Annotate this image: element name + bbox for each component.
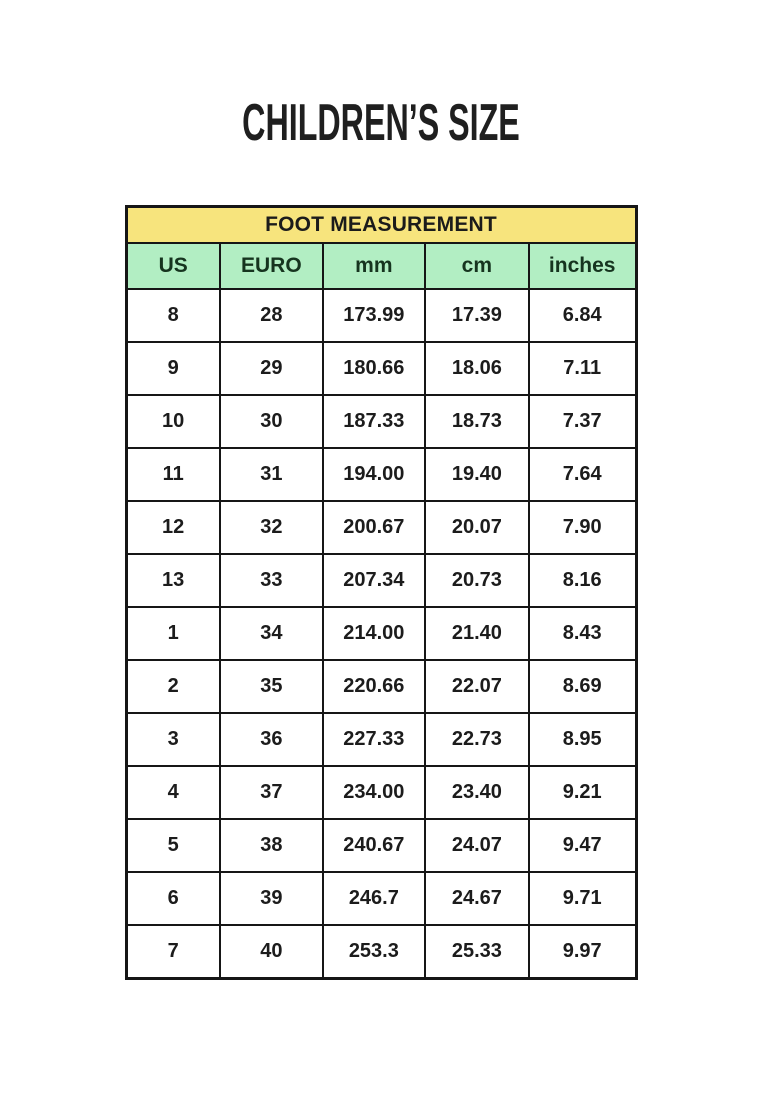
table-cell: 9.97 [529, 925, 636, 979]
table-cell: 9 [126, 342, 220, 395]
table-cell: 36 [220, 713, 323, 766]
table-cell: 28 [220, 289, 323, 342]
table-cell: 10 [126, 395, 220, 448]
table-cell: 6 [126, 872, 220, 925]
table-cell: 5 [126, 819, 220, 872]
table-cell: 32 [220, 501, 323, 554]
table-row [126, 819, 636, 872]
table-cell: 9.47 [529, 819, 636, 872]
table-cell: 8.16 [529, 554, 636, 607]
table-cell: 8 [126, 289, 220, 342]
table-cell: 8.43 [529, 607, 636, 660]
table-row [126, 554, 636, 607]
table-cell: 7.90 [529, 501, 636, 554]
table-cell: 30 [220, 395, 323, 448]
table-cell: 8.95 [529, 713, 636, 766]
column-header-mm: mm [323, 243, 425, 289]
table-cell: 12 [126, 501, 220, 554]
table-cell: 24.07 [425, 819, 529, 872]
table-cell: 24.67 [425, 872, 529, 925]
table-row [126, 501, 636, 554]
column-header-inches: inches [529, 243, 636, 289]
table-row [126, 607, 636, 660]
table-cell: 7.37 [529, 395, 636, 448]
table-cell: 29 [220, 342, 323, 395]
table-cell: 173.99 [323, 289, 425, 342]
page-title: CHILDREN’S SIZE [242, 94, 520, 152]
table-row [126, 925, 636, 979]
table-cell: 33 [220, 554, 323, 607]
table-cell: 7 [126, 925, 220, 979]
table-row [126, 395, 636, 448]
table-cell: 13 [126, 554, 220, 607]
table-cell: 9.71 [529, 872, 636, 925]
table-cell: 11 [126, 448, 220, 501]
table-cell: 207.34 [323, 554, 425, 607]
table-cell: 39 [220, 872, 323, 925]
size-chart-table [125, 205, 638, 980]
table-cell: 227.33 [323, 713, 425, 766]
table-cell: 18.73 [425, 395, 529, 448]
table-row [126, 766, 636, 819]
table-cell: 40 [220, 925, 323, 979]
table-cell: 3 [126, 713, 220, 766]
table-title-row [126, 207, 636, 244]
table-cell: 240.67 [323, 819, 425, 872]
table-title-cell: FOOT MEASUREMENT [126, 207, 636, 244]
table-cell: 37 [220, 766, 323, 819]
table-row [126, 289, 636, 342]
table-cell: 20.73 [425, 554, 529, 607]
table-cell: 23.40 [425, 766, 529, 819]
table-cell: 4 [126, 766, 220, 819]
table-row [126, 713, 636, 766]
table-cell: 194.00 [323, 448, 425, 501]
table-cell: 31 [220, 448, 323, 501]
table-cell: 246.7 [323, 872, 425, 925]
table-cell: 35 [220, 660, 323, 713]
table-cell: 200.67 [323, 501, 425, 554]
table-cell: 253.3 [323, 925, 425, 979]
table-row [126, 872, 636, 925]
table-cell: 25.33 [425, 925, 529, 979]
table-cell: 234.00 [323, 766, 425, 819]
table-cell: 9.21 [529, 766, 636, 819]
column-header-cm: cm [425, 243, 529, 289]
column-header-us: US [126, 243, 220, 289]
table-cell: 1 [126, 607, 220, 660]
table-cell: 214.00 [323, 607, 425, 660]
table-cell: 7.64 [529, 448, 636, 501]
table-row [126, 660, 636, 713]
table-cell: 22.73 [425, 713, 529, 766]
table-cell: 34 [220, 607, 323, 660]
table-cell: 220.66 [323, 660, 425, 713]
table-cell: 180.66 [323, 342, 425, 395]
table-cell: 20.07 [425, 501, 529, 554]
table-cell: 7.11 [529, 342, 636, 395]
column-header-euro: EURO [220, 243, 323, 289]
table-cell: 2 [126, 660, 220, 713]
table-cell: 8.69 [529, 660, 636, 713]
table-cell: 22.07 [425, 660, 529, 713]
table-cell: 17.39 [425, 289, 529, 342]
table-cell: 6.84 [529, 289, 636, 342]
table-row [126, 448, 636, 501]
table-cell: 18.06 [425, 342, 529, 395]
size-table-body [126, 289, 636, 979]
table-columns-row [126, 243, 636, 289]
table-row [126, 342, 636, 395]
table-cell: 187.33 [323, 395, 425, 448]
table-cell: 19.40 [425, 448, 529, 501]
table-cell: 38 [220, 819, 323, 872]
table-cell: 21.40 [425, 607, 529, 660]
